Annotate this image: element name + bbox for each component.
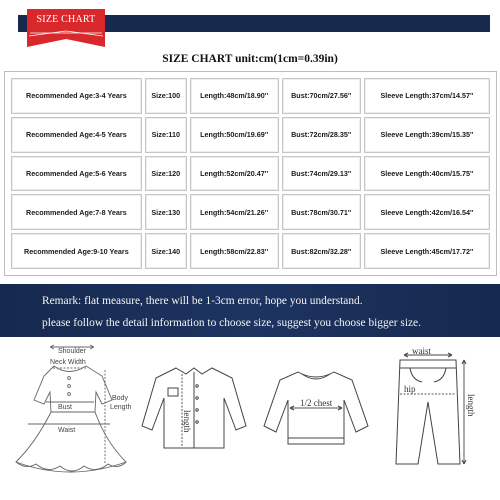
body-length-label-2: Length xyxy=(110,404,132,411)
bust-cell: Bust:72cm/28.35'' xyxy=(282,117,361,153)
body-length-label: Body xyxy=(112,395,128,402)
pants-measurement-diagram xyxy=(388,346,494,472)
size-chart-badge-label: SIZE CHART xyxy=(36,14,96,25)
length-cell: Length:54cm/21.26'' xyxy=(190,194,279,230)
bust-cell: Bust:78cm/30.71'' xyxy=(282,194,361,230)
table-row xyxy=(11,78,490,114)
remark-banner xyxy=(0,284,500,337)
sleeve-length-cell: Sleeve Length:39cm/15.35'' xyxy=(364,117,490,153)
age-cell: Recommended Age:7-8 Years xyxy=(11,194,142,230)
pants-waist-label: waist xyxy=(412,346,431,356)
age-cell: Recommended Age:4-5 Years xyxy=(11,117,142,153)
dress-measurement-diagram xyxy=(6,342,132,492)
size-table xyxy=(8,75,493,272)
pants-length-label: length xyxy=(466,394,476,417)
length-cell: Length:48cm/18.90'' xyxy=(190,78,279,114)
table-row xyxy=(11,233,490,269)
bust-cell: Bust:70cm/27.56'' xyxy=(282,78,361,114)
size-cell: Size:110 xyxy=(145,117,187,153)
age-cell: Recommended Age:5-6 Years xyxy=(11,156,142,192)
table-row xyxy=(11,194,490,230)
bust-cell: Bust:74cm/29.13'' xyxy=(282,156,361,192)
hip-label: hip xyxy=(404,384,416,394)
size-cell: Size:140 xyxy=(145,233,187,269)
table-row xyxy=(11,117,490,153)
size-cell: Size:100 xyxy=(145,78,187,114)
remark-advice-text: please follow the detail information to choose size, suggest you choose bigger size. xyxy=(42,317,421,329)
remark-text: Remark: flat measure, there will be 1-3cm error, hope you understand. xyxy=(42,295,363,307)
shoulder-label: Shoulder xyxy=(58,348,87,355)
bust-cell: Bust:82cm/32.28'' xyxy=(282,233,361,269)
length-cell: Length:52cm/20.47'' xyxy=(190,156,279,192)
size-cell: Size:130 xyxy=(145,194,187,230)
sweater-measurement-diagram xyxy=(260,366,372,450)
chest-label: 1/2 chest xyxy=(300,398,333,408)
size-cell: Size:120 xyxy=(145,156,187,192)
sleeve-length-cell: Sleeve Length:42cm/16.54'' xyxy=(364,194,490,230)
shirt-measurement-diagram xyxy=(138,362,250,452)
bust-label: Bust xyxy=(58,404,73,411)
shirt-length-label: length xyxy=(182,410,192,433)
size-chart-title: SIZE CHART unit:cm(1cm=0.39in) xyxy=(162,53,338,65)
sleeve-length-cell: Sleeve Length:45cm/17.72'' xyxy=(364,233,490,269)
length-cell: Length:58cm/22.83'' xyxy=(190,233,279,269)
sleeve-length-cell: Sleeve Length:40cm/15.75'' xyxy=(364,156,490,192)
age-cell: Recommended Age:9-10 Years xyxy=(11,233,142,269)
sleeve-length-cell: Sleeve Length:37cm/14.57'' xyxy=(364,78,490,114)
waist-label: Waist xyxy=(58,427,76,434)
table-row xyxy=(11,156,490,192)
length-cell: Length:50cm/19.69'' xyxy=(190,117,279,153)
size-table-frame xyxy=(4,71,497,276)
age-cell: Recommended Age:3-4 Years xyxy=(11,78,142,114)
neck-width-label: Neck Width xyxy=(50,359,86,366)
